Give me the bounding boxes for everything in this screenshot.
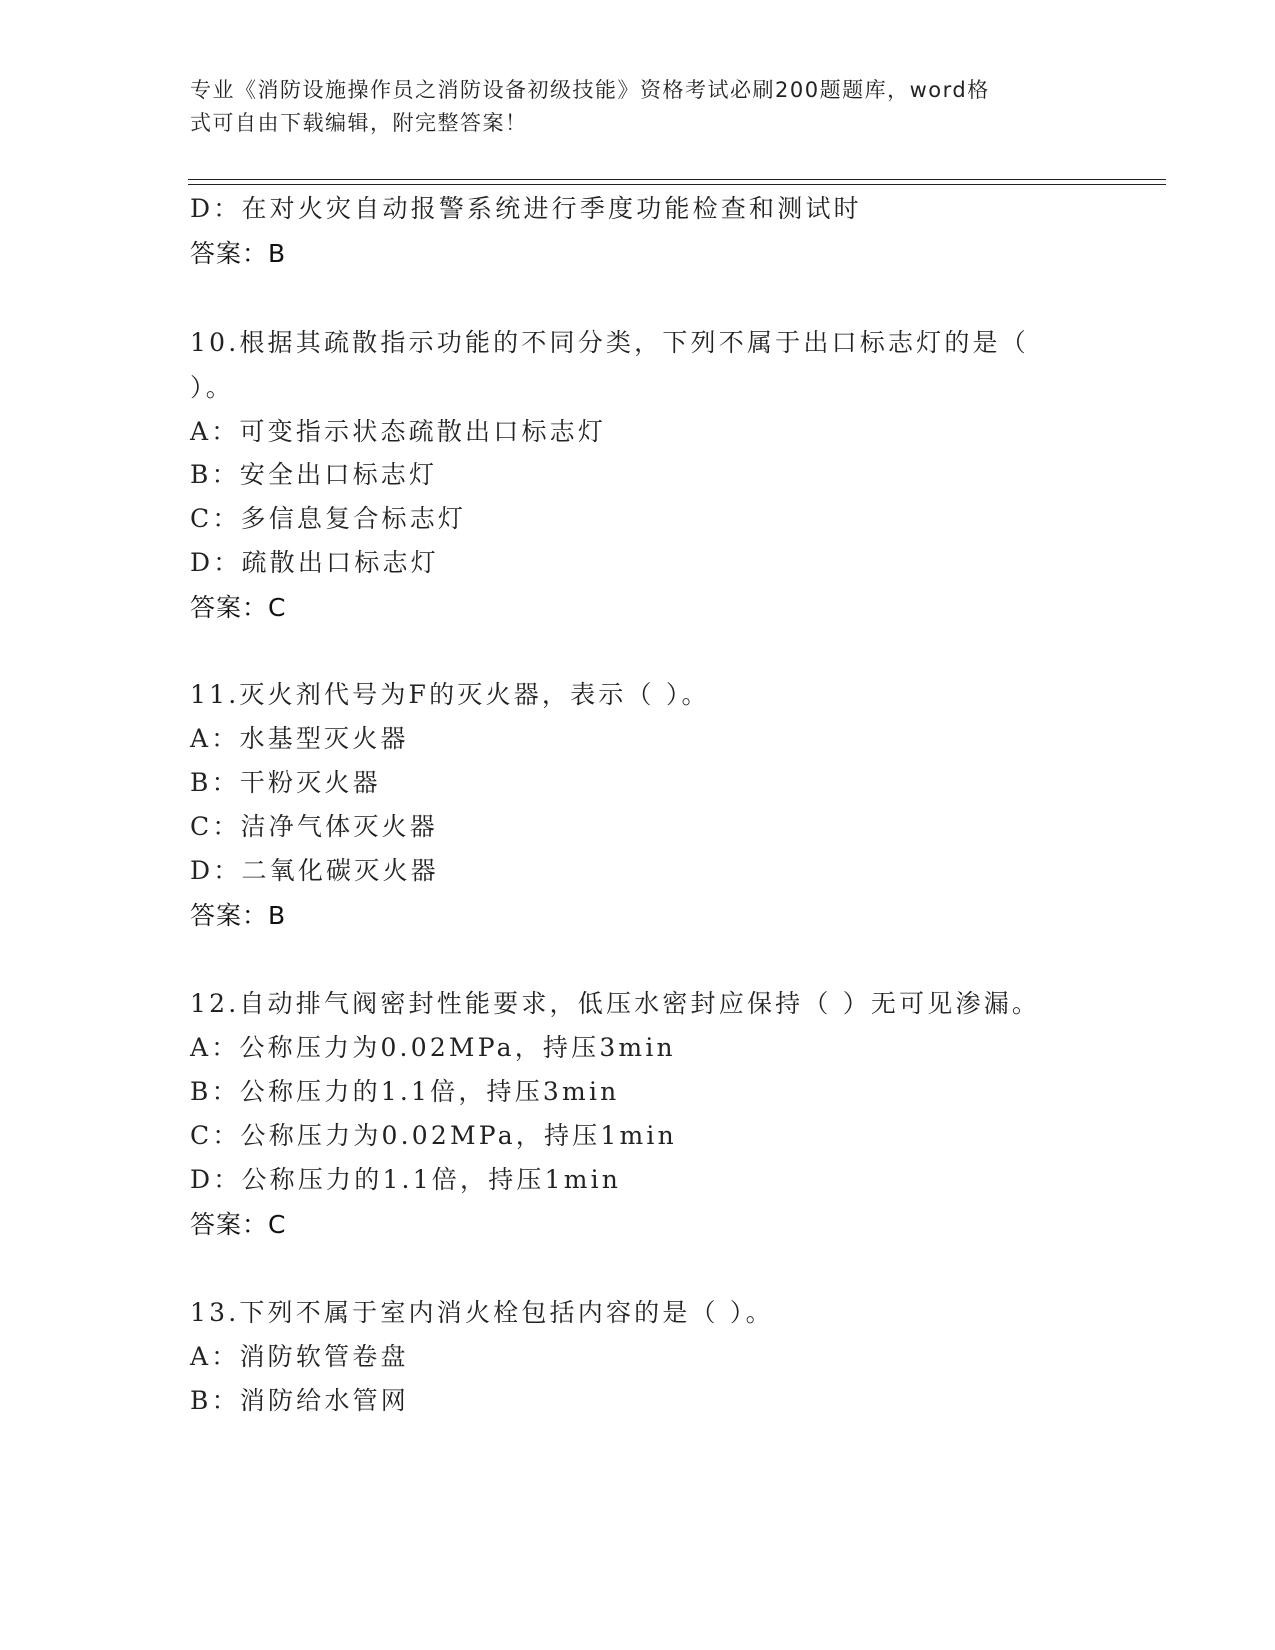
q11-stem: 11.灭火剂代号为F的灭火器，表示（ ）。: [190, 680, 710, 709]
q12-option-c: C：公称压力为0.02MPa，持压1min: [190, 1121, 677, 1150]
q12-answer: 答案：C: [190, 1210, 287, 1239]
q10-answer: 答案：C: [190, 593, 287, 622]
header-divider-bottom: [188, 184, 1166, 185]
q13-stem: 13.下列不属于室内消火栓包括内容的是（ ）。: [190, 1298, 774, 1327]
q12-option-d: D：公称压力的1.1倍，持压1min: [190, 1165, 622, 1194]
q10-stem-line-2: ）。: [190, 373, 234, 402]
q13-option-a: A：消防软管卷盘: [190, 1342, 409, 1371]
q12-option-a: A：公称压力为0.02MPa，持压3min: [190, 1033, 676, 1062]
q10-stem-line-1: 10.根据其疏散指示功能的不同分类，下列不属于出口标志灯的是（: [190, 328, 1029, 357]
q9-answer: 答案：B: [190, 239, 287, 268]
header-line-1: 专业《消防设施操作员之消防设备初级技能》资格考试必刷200题题库，word格: [190, 78, 990, 102]
q11-answer: 答案：B: [190, 901, 287, 930]
q11-option-a: A：水基型灭火器: [190, 724, 409, 753]
q12-stem: 12.自动排气阀密封性能要求，低压水密封应保持（ ）无可见渗漏。: [190, 989, 1041, 1018]
header-line-2: 式可自由下载编辑，附完整答案！: [190, 111, 528, 135]
q12-option-b: B：公称压力的1.1倍，持压3min: [190, 1077, 620, 1106]
document-header: [190, 74, 1090, 140]
q13-option-b: B：消防给水管网: [190, 1386, 409, 1415]
q9-option-d: D：在对火灾自动报警系统进行季度功能检查和测试时: [190, 194, 862, 223]
q10-option-b: B：安全出口标志灯: [190, 460, 438, 489]
q11-option-b: B：干粉灭火器: [190, 768, 381, 797]
q10-option-a: A：可变指示状态疏散出口标志灯: [190, 417, 607, 446]
q10-option-c: C：多信息复合标志灯: [190, 504, 467, 533]
q11-option-d: D：二氧化碳灭火器: [190, 856, 439, 885]
q11-option-c: C：洁净气体灭火器: [190, 812, 438, 841]
q10-option-d: D：疏散出口标志灯: [190, 548, 439, 577]
header-divider-top: [188, 179, 1166, 180]
